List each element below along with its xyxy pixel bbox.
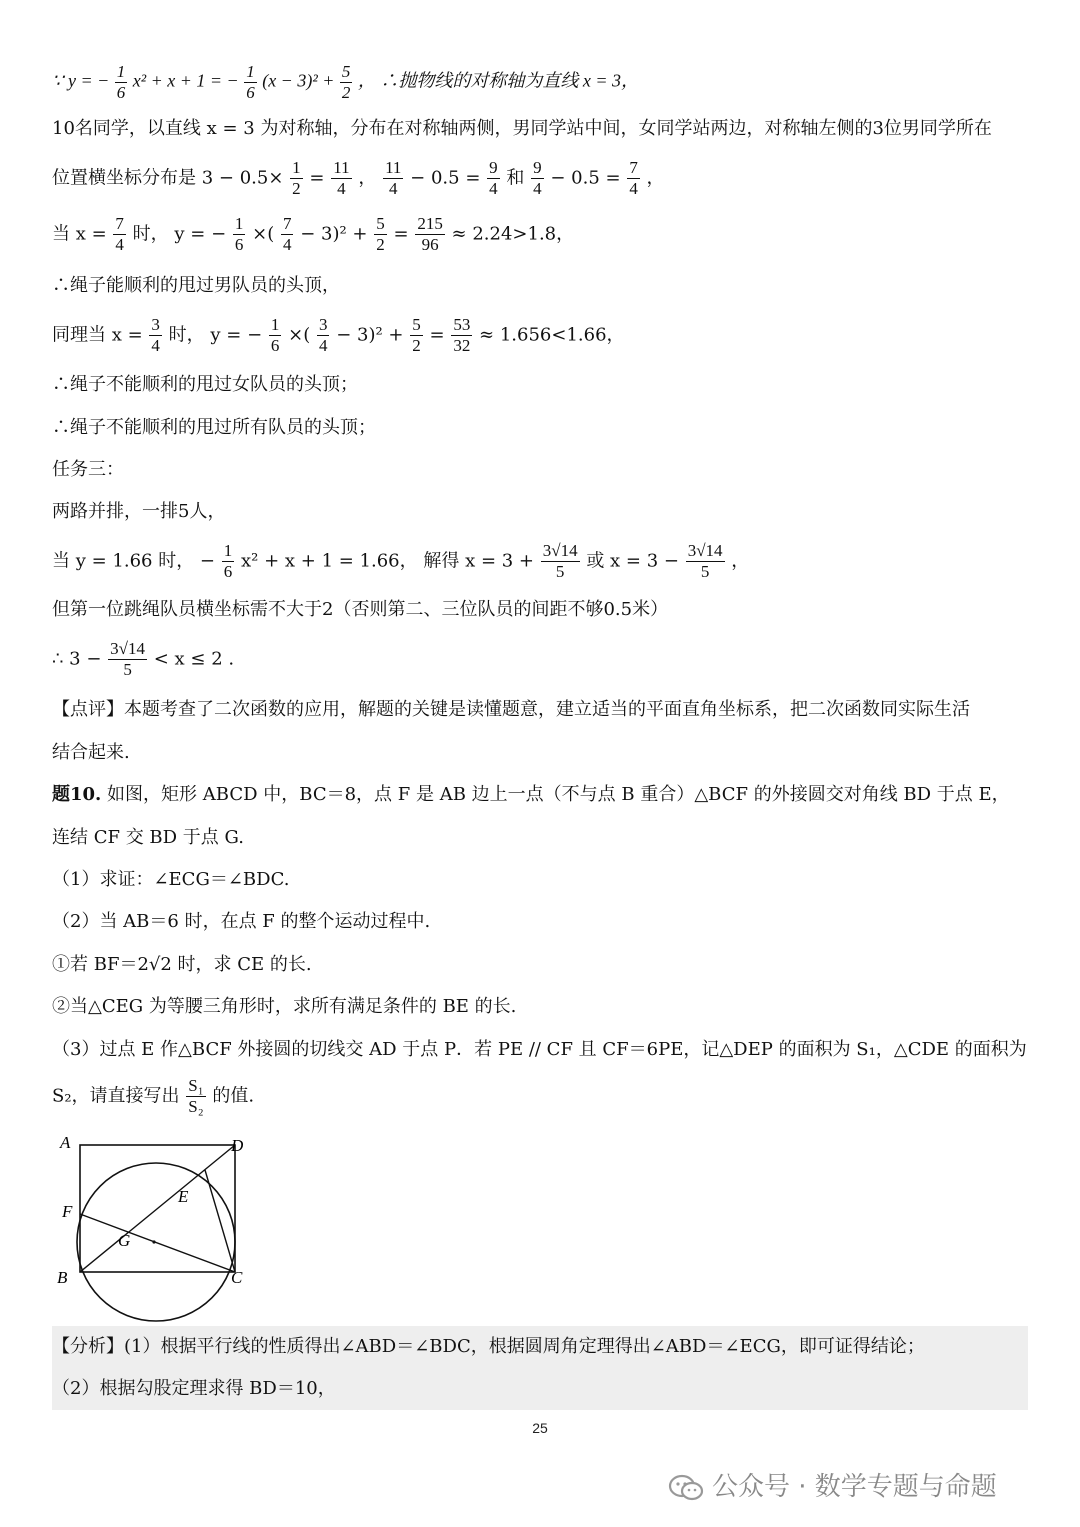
page-number: 25 (532, 1420, 548, 1436)
comment-line-2: 结合起来. (52, 742, 130, 763)
segment-fc (80, 1214, 235, 1272)
problem-10-line-2: 连结 CF 交 BD 于点 G. (52, 827, 244, 848)
fraction: $\frac{3}{4}$ (151, 315, 160, 355)
fraction: $\frac{\text{S₁}}{\text{S₂}}$ (188, 1076, 204, 1116)
eq-text: − 3)² + (336, 324, 404, 346)
eq-text: 时， y = − (132, 223, 227, 245)
eq-text: ， ∴抛物线的对称轴为直线 x = 3， (357, 70, 640, 91)
problem-text: 的值. (212, 1085, 255, 1107)
eq-text: x² + x + 1 = − (132, 70, 239, 91)
eq-text: ×( (288, 324, 311, 346)
fraction: $\frac{1}{6}$ (234, 214, 244, 254)
fraction: $\frac{11}{4}$ (333, 158, 350, 198)
problem-text: S₂，请直接写出 (52, 1085, 180, 1107)
fraction: $\frac{1}{2}$ (292, 158, 301, 198)
fraction: $\frac{3}{4}$ (318, 315, 328, 355)
eq-text: 时， y = − (168, 324, 263, 346)
diagonal-bd (80, 1145, 235, 1272)
fraction: $\frac{5}{2}$ (341, 62, 351, 102)
eq-text: 当 y = 1.66 时， − (52, 550, 216, 572)
solution-line-5: ∴绳子能顺利的甩过男队员的头顶， (52, 275, 340, 296)
eq-text: ， (358, 167, 377, 189)
eq-text: ， (646, 167, 665, 189)
segment-ce (205, 1170, 235, 1272)
fraction: $\frac{3√14}{5}$ (110, 639, 146, 679)
eq-text: = (429, 324, 445, 346)
eq-text: 当 x = (52, 223, 107, 245)
eq-text: ∴ 3 − (52, 648, 102, 670)
eq-text: (x − 3)² + (262, 70, 335, 91)
fraction: $\frac{3√14}{5}$ (687, 541, 723, 581)
wechat-icon (668, 1474, 704, 1502)
problem-part-3-cont (52, 1076, 254, 1117)
solution-line-13 (52, 639, 234, 680)
fraction: $\frac{5}{2}$ (412, 315, 421, 355)
eq-text: 位置横坐标分布是 3 − 0.5× (52, 167, 284, 189)
solution-line-10: 两路并排，一排5人， (52, 501, 226, 522)
fraction: $\frac{11}{4}$ (385, 158, 402, 198)
watermark (668, 1466, 997, 1503)
label-a: A (60, 1133, 71, 1152)
solution-line-4 (52, 214, 574, 255)
eq-text: x² + x + 1 = 1.66， 解得 x = 3 + (241, 550, 535, 572)
solution-line-3 (52, 158, 665, 199)
fraction: $\frac{7}{4}$ (282, 214, 292, 254)
comment-line-1: 【点评】本题考查了二次函数的应用，解题的关键是读懂题意，建立适当的平面直角坐标系，把二次函数同实际生活 (52, 699, 970, 720)
eq-text: ， (731, 550, 750, 572)
label-b: B (57, 1268, 68, 1287)
eq-text: ≈ 2.24>1.8， (451, 223, 575, 245)
label-e: E (178, 1187, 189, 1206)
eq-text: 同理当 x = (52, 324, 143, 346)
fraction: $\frac{9}{4}$ (489, 158, 498, 198)
eq-text: ≈ 1.656<1.66， (479, 324, 625, 346)
problem-part-1: （1）求证：∠ECG＝∠BDC. (52, 869, 290, 890)
solution-line-12: 但第一位跳绳队员横坐标需不大于2（否则第二、三位队员的间距不够0.5米） (52, 599, 669, 620)
problem-part-3: （3）过点 E 作△BCF 外接圆的切线交 AD 于点 P．若 PE // CF 且 CF＝6PE，记△DEP 的面积为 S₁，△CDE 的面积为 (52, 1039, 1027, 1060)
problem-part-2-b: ②当△CEG 为等腰三角形时，求所有满足条件的 BE 的长. (52, 996, 517, 1017)
fraction: $\frac{1}{6}$ (223, 541, 233, 581)
analysis-line-2: （2）根据勾股定理求得 BD＝10， (52, 1378, 336, 1399)
fraction: $\frac{1}{6}$ (246, 62, 255, 102)
fraction: $\frac{3√14}{5}$ (542, 541, 578, 581)
fraction: $\frac{7}{4}$ (115, 214, 124, 254)
problem-number: 题10. (52, 784, 102, 805)
label-d: D (231, 1136, 244, 1155)
watermark-text: 公众号 · 数学专题与命题 (712, 1472, 997, 1502)
problem-part-2: （2）当 AB＝6 时，在点 F 的整个运动过程中. (52, 911, 431, 932)
eq-text: < x ≤ 2 . (153, 648, 235, 670)
problem-part-2-a: ①若 BF＝2√2 时，求 CE 的长. (52, 954, 312, 975)
label-f: F (62, 1202, 73, 1221)
eq-text: = (393, 223, 409, 245)
eq-text: − 0.5 = (410, 167, 481, 189)
solution-line-6 (52, 315, 625, 356)
label-c: C (231, 1268, 243, 1287)
eq-text: ×( (252, 223, 275, 245)
eq-text: 和 (506, 167, 525, 189)
fraction: $\frac{5}{2}$ (376, 214, 385, 254)
problem-text: 如图，矩形 ABCD 中，BC＝8，点 F 是 AB 边上一点（不与点 B 重合）△BCF 的外接圆交对角线 BD 于点 E， (101, 784, 1010, 805)
eq-text: = (309, 167, 325, 189)
label-g: G (118, 1231, 131, 1250)
solution-line-8: ∴绳子不能顺利的甩过所有队员的头顶； (52, 417, 376, 438)
solution-line-7: ∴绳子不能顺利的甩过女队员的头顶； (52, 374, 358, 395)
fraction: $\frac{53}{32}$ (453, 315, 471, 355)
fraction: $\frac{215}{96}$ (417, 214, 443, 254)
solution-line-2: 10名同学，以直线 x = 3 为对称轴，分布在对称轴两侧，男同学站中间，女同学站两边，对称轴左侧的3位男同学所在 (52, 118, 992, 139)
eq-text: − 0.5 = (550, 167, 621, 189)
eq-text: ∵ y = − (52, 70, 110, 91)
eq-text: 或 x = 3 − (586, 550, 679, 572)
fraction: $\frac{1}{6}$ (116, 62, 126, 102)
problem-10-line-1 (52, 783, 1010, 807)
solution-line-1 (52, 62, 639, 103)
task-three-heading: 任务三： (52, 459, 124, 480)
solution-line-11 (52, 541, 749, 582)
fraction: $\frac{9}{4}$ (533, 158, 542, 198)
geometry-figure (50, 1128, 260, 1324)
circle-center-dot (152, 1240, 155, 1243)
analysis-line-1: 【分析】(1）根据平行线的性质得出∠ABD＝∠BDC，根据圆周角定理得出∠ABD＝∠ECG，即可证得结论； (52, 1336, 925, 1357)
fraction: $\frac{7}{4}$ (629, 158, 638, 198)
fraction: $\frac{1}{6}$ (270, 315, 280, 355)
eq-text: − 3)² + (300, 223, 368, 245)
